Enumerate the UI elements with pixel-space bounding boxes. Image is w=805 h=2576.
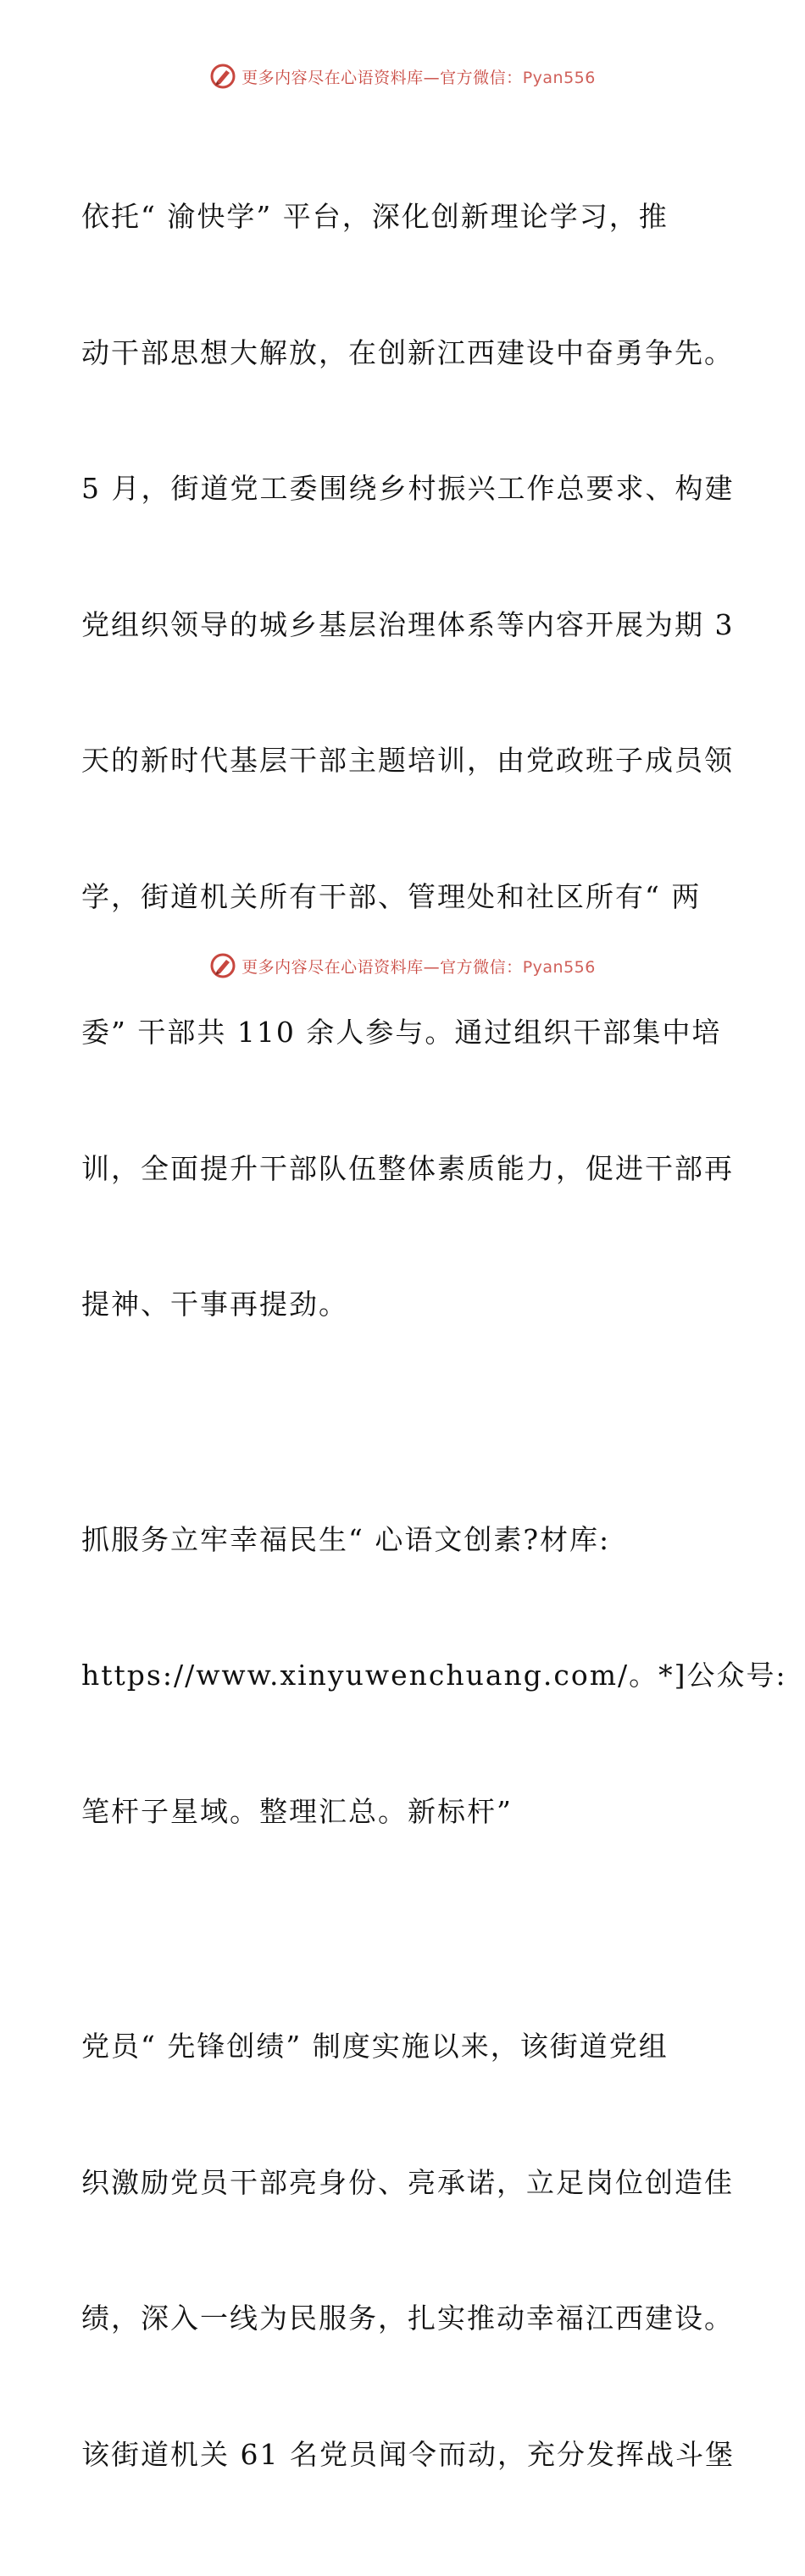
text-line: 训，全面提升干部队伍整体素质能力，促进干部再 bbox=[81, 1151, 734, 1185]
watermark-text bbox=[242, 955, 596, 978]
watermark-handle: Pyan556 bbox=[522, 957, 596, 977]
text-line: 依托“ 渝快学” 平台，深化创新理论学习，推 bbox=[81, 200, 669, 233]
paragraph-service-heading bbox=[81, 1426, 787, 1925]
text-line: 动干部思想大解放，在创新江西建设中奋勇争先。 bbox=[81, 335, 734, 369]
text-line: 绩，深入一线为民服务，扎实推动幸福江西建设。 bbox=[81, 2302, 734, 2335]
pen-seal-icon bbox=[209, 63, 236, 90]
text-line: 学，街道机关所有干部、管理处和社区所有“ 两 bbox=[81, 879, 702, 913]
watermark-handle: Pyan556 bbox=[522, 68, 596, 87]
text-line: 笔杆子星域。整理汇总。新标杆” bbox=[81, 1794, 513, 1828]
pen-seal-icon bbox=[209, 952, 236, 979]
text-line: 该街道机关 61 名党员闻令而动，充分发挥战斗堡 bbox=[81, 2437, 735, 2471]
watermark-official-label: 官方微信： bbox=[440, 68, 523, 87]
text-line: 5 月，街道党工委围绕乡村振兴工作总要求、构建 bbox=[81, 472, 735, 505]
text-line: 提神、干事再提劲。 bbox=[81, 1288, 348, 1321]
watermark-slogan: 更多内容尽在心语资料库 bbox=[242, 957, 424, 977]
text-line: https://www.xinyuwenchuang.com/。*]公众号: bbox=[81, 1659, 787, 1692]
text-line: 委” 干部共 110 余人参与。通过组织干部集中培 bbox=[81, 1016, 722, 1049]
text-line: 党员“ 先锋创绩” 制度实施以来，该街道党组 bbox=[81, 2030, 669, 2063]
text-line: 党组织领导的城乡基层治理体系等内容开展为期 3 bbox=[81, 607, 735, 641]
watermark-slogan: 更多内容尽在心语资料库 bbox=[242, 68, 424, 87]
paragraph-vanguard bbox=[81, 1933, 735, 2568]
text-line: 织激励党员干部亮身份、亮承诺，立足岗位创造佳 bbox=[81, 2165, 734, 2199]
footer-watermark-banner bbox=[0, 949, 805, 983]
document-body bbox=[81, 103, 787, 2576]
watermark-text bbox=[242, 65, 596, 88]
watermark-dash: — bbox=[423, 957, 441, 977]
text-line: 天的新时代基层干部主题培训，由党政班子成员领 bbox=[81, 744, 734, 777]
paragraph-training bbox=[81, 103, 735, 1418]
text-line: 抓服务立牢幸福民生“ 心语文创素?材库: bbox=[81, 1522, 611, 1556]
header-watermark-banner bbox=[0, 59, 805, 93]
watermark-dash: — bbox=[423, 68, 441, 87]
watermark-official-label: 官方微信： bbox=[440, 957, 523, 977]
